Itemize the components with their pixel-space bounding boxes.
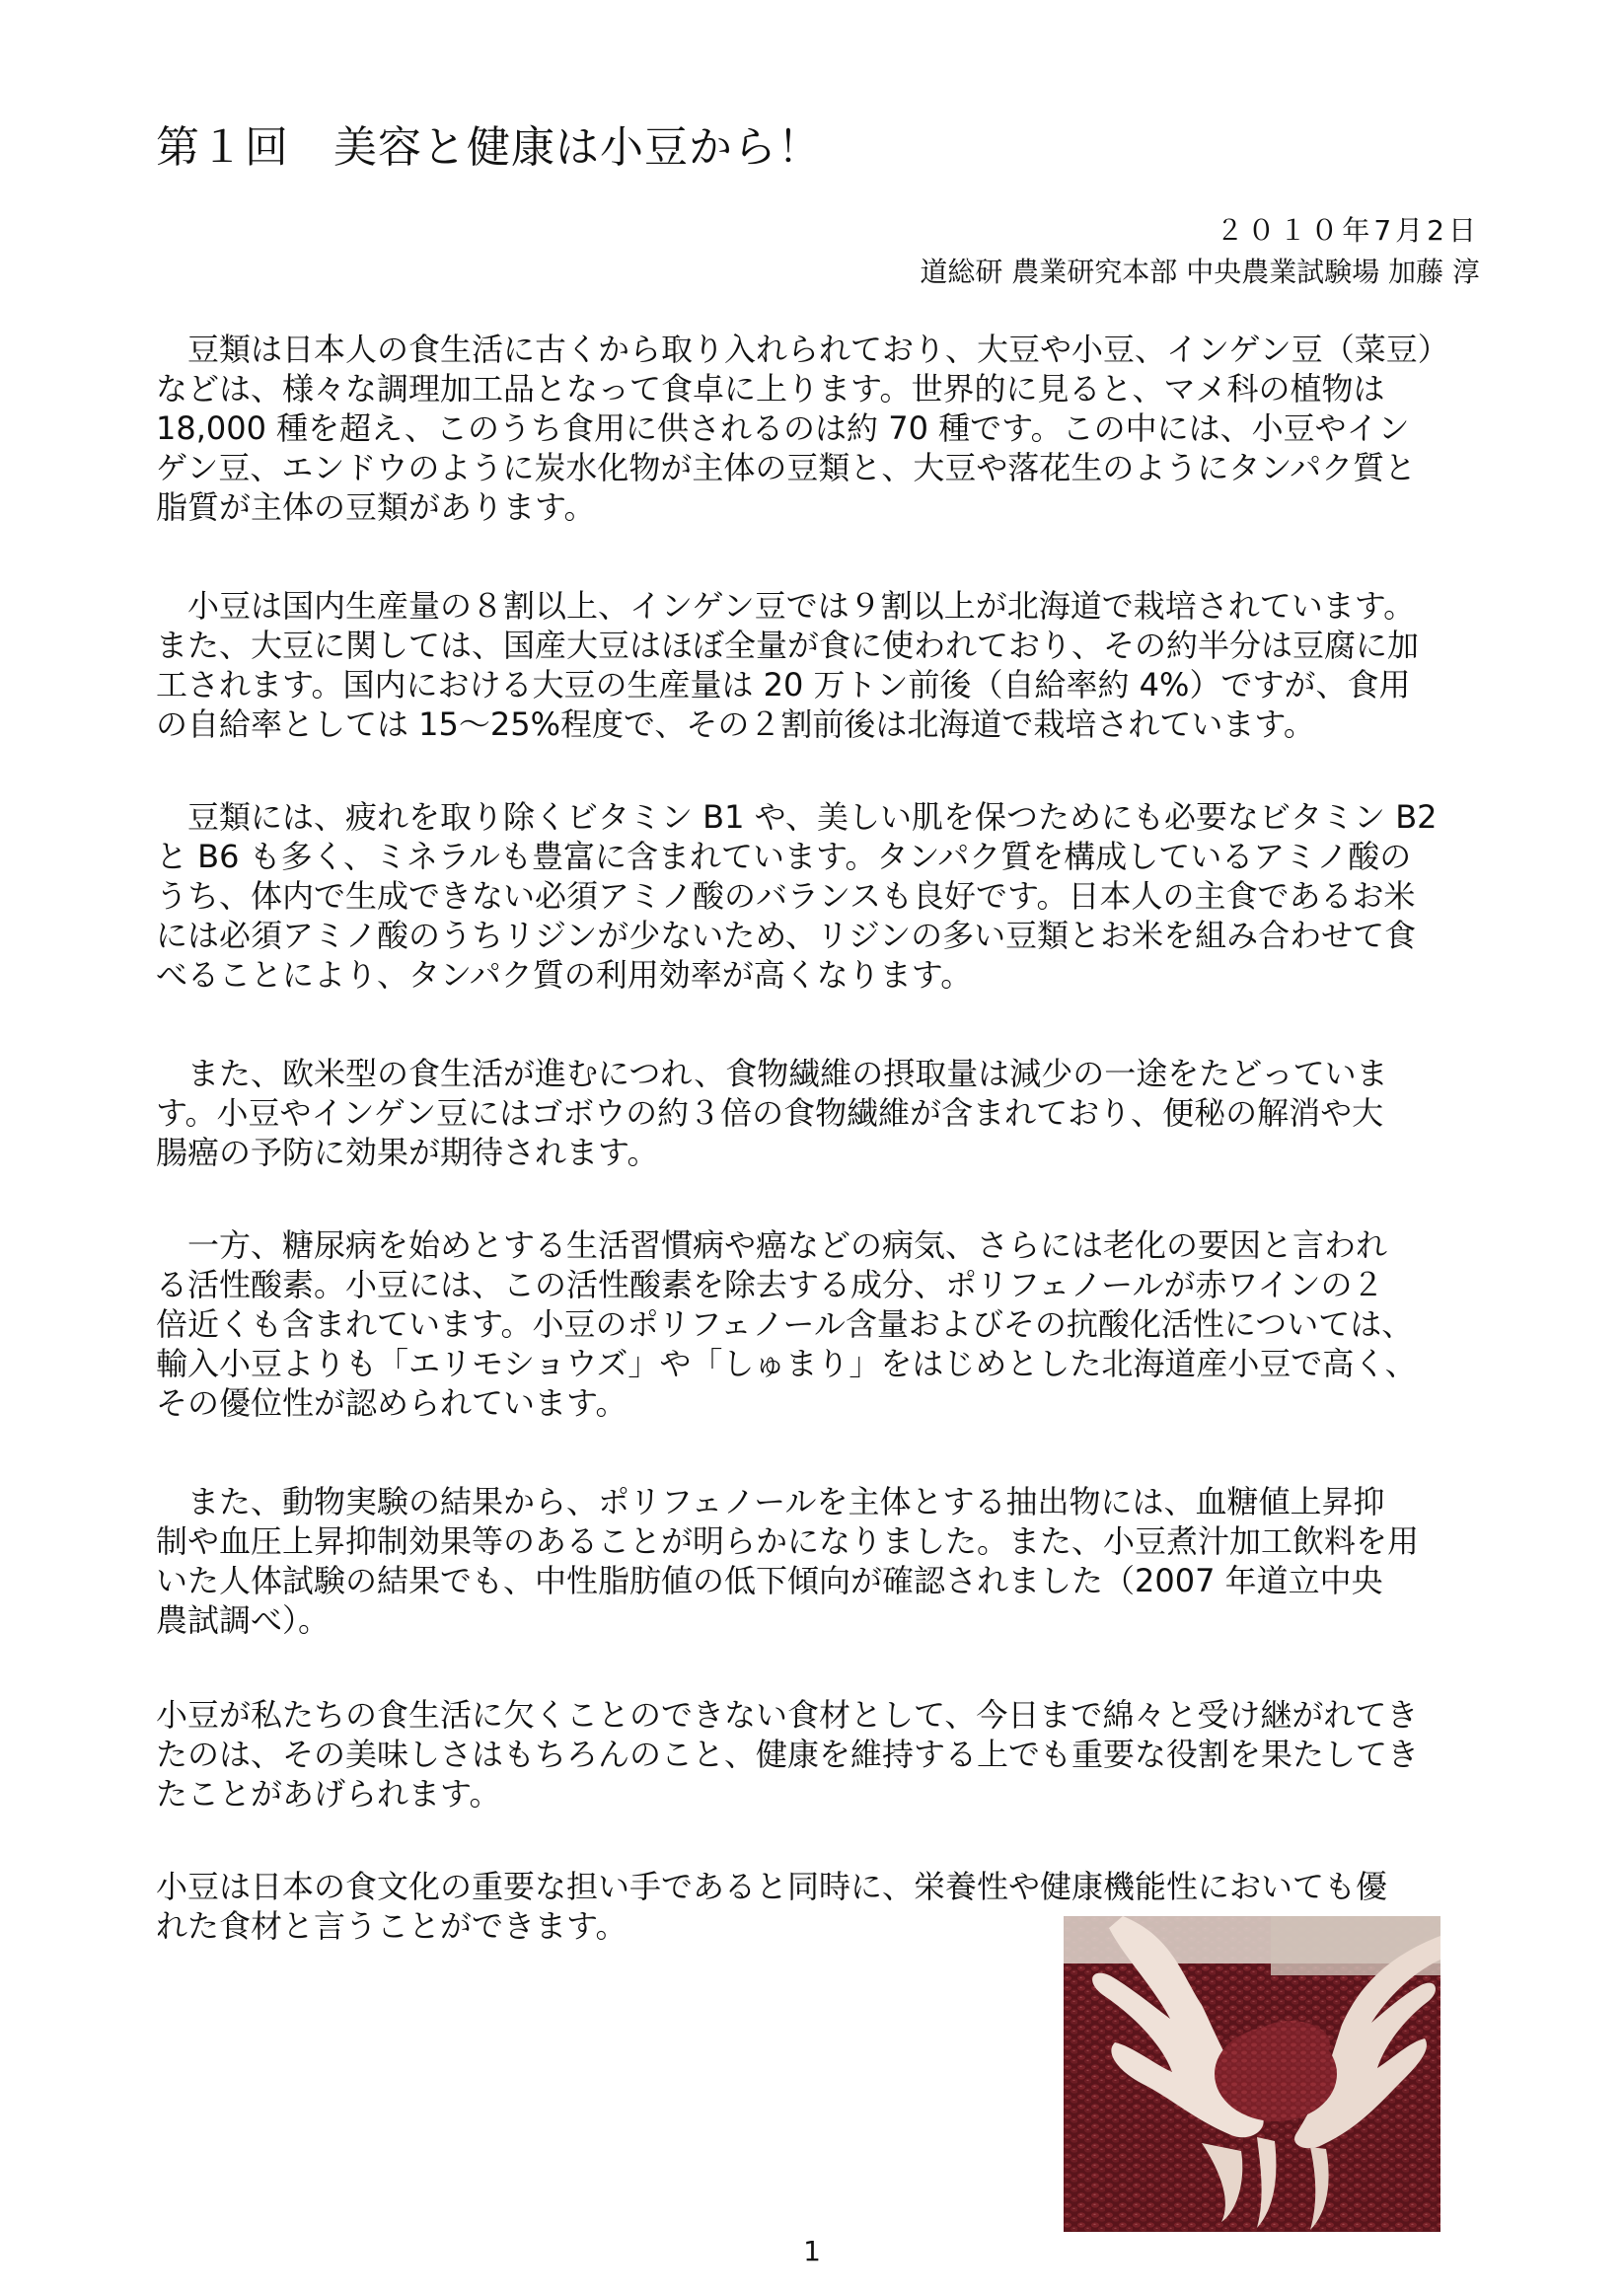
text-line: また、欧米型の食生活が進むにつれ、食物繊維の摂取量は減少の一途をたどっていま <box>156 1055 1388 1092</box>
text-line: たのは、その美味しさはもちろんのこと、健康を維持する上でも重要な役割を果たしてき <box>156 1736 1420 1773</box>
text-line: 一方、糖尿病を始めとする生活習慣病や癌などの病気、さらには老化の要因と言われ <box>156 1226 1388 1264</box>
beans-in-hands-illustration <box>1064 1916 1440 2232</box>
text-line: などは、様々な調理加工品となって食卓に上ります。世界的に見ると、マメ科の植物は <box>156 370 1385 407</box>
author-line: 道総研 農業研究本部 中央農業試験場 加藤 淳 <box>920 256 1480 288</box>
text-line: 小豆が私たちの食生活に欠くことのできない食材として、今日まで綿々と受け継がれてき <box>156 1696 1419 1734</box>
paragraph-3 <box>156 797 1480 995</box>
page-title: 第１回 美容と健康は小豆から！ <box>156 122 822 173</box>
text-line: 豆類は日本人の食生活に古くから取り入れられており、大豆や小豆、インゲン豆（菜豆） <box>156 331 1449 368</box>
paragraph-2 <box>156 586 1480 744</box>
text-line: 脂質が主体の豆類があります。 <box>156 488 596 526</box>
adzuki-beans-photo <box>1064 1916 1440 2232</box>
text-line: 18,000 種を超え、このうち食用に供されるのは約 70 種です。この中には、小豆やイン <box>156 409 1410 447</box>
text-line: の自給率としては 15～25%程度で、その２割前後は北海道で栽培されています。 <box>156 705 1315 743</box>
text-line: いた人体試験の結果でも、中性脂肪値の低下傾向が確認されました（2007 年道立中央 <box>156 1562 1383 1599</box>
page-number: 1 <box>803 2235 821 2267</box>
paragraph-6 <box>156 1482 1480 1640</box>
text-line: 工されます。国内における大豆の生産量は 20 万トン前後（自給率約 4%）ですが、食用 <box>156 666 1411 704</box>
paragraph-5 <box>156 1225 1480 1423</box>
text-line: また、動物実験の結果から、ポリフェノールを主体とする抽出物には、血糖値上昇抑 <box>156 1483 1385 1520</box>
text-line: 腸癌の予防に効果が期待されます。 <box>156 1134 659 1171</box>
text-line: べることにより、タンパク質の利用効率が高くなります。 <box>156 956 973 994</box>
text-line: 制や血圧上昇抑制効果等のあることが明らかになりました。また、小豆煮汁加工飲料を用 <box>156 1522 1420 1560</box>
paragraph-1 <box>156 330 1480 527</box>
text-line: 小豆は日本の食文化の重要な担い手であると同時に、栄養性や健康機能性においても優 <box>156 1868 1388 1905</box>
text-line: す。小豆やインゲン豆にはゴボウの約３倍の食物繊維が含まれており、便秘の解消や大 <box>156 1094 1384 1132</box>
text-line: たことがあげられます。 <box>156 1775 501 1813</box>
text-line: れた食材と言うことができます。 <box>156 1907 627 1945</box>
paragraph-4 <box>156 1054 1480 1172</box>
text-line: る活性酸素。小豆には、この活性酸素を除去する成分、ポリフェノールが赤ワインの２ <box>156 1266 1384 1303</box>
text-line: うち、体内で生成できない必須アミノ酸のバランスも良好です。日本人の主食であるお米 <box>156 877 1416 915</box>
publish-date: ２０１０年7月2日 <box>1216 214 1480 247</box>
text-line: 豆類には、疲れを取り除くビタミン B1 や、美しい肌を保つためにも必要なビタミン B2 <box>156 798 1438 836</box>
text-line: には必須アミノ酸のうちリジンが少ないため、リジンの多い豆類とお米を組み合わせて食 <box>156 917 1417 954</box>
text-line: 輸入小豆よりも「エリモショウズ」や「しゅまり」をはじめとした北海道産小豆で高く、 <box>156 1345 1417 1382</box>
text-line: その優位性が認められています。 <box>156 1384 627 1422</box>
text-line: 農試調べ）。 <box>156 1601 331 1639</box>
text-line: ゲン豆、エンドウのように炭水化物が主体の豆類と、大豆や落花生のようにタンパク質と <box>156 449 1417 486</box>
text-line: 倍近くも含まれています。小豆のポリフェノール含量およびその抗酸化活性については、 <box>156 1305 1414 1343</box>
paragraph-7 <box>156 1695 1480 1814</box>
text-line: 小豆は国内生産量の８割以上、インゲン豆では９割以上が北海道で栽培されています。 <box>156 587 1416 625</box>
text-line: また、大豆に関しては、国産大豆はほぼ全量が食に使われており、その約半分は豆腐に加 <box>156 627 1420 664</box>
text-line: と B6 も多く、ミネラルも豊富に含まれています。タンパク質を構成しているアミノ酸の <box>156 838 1412 875</box>
